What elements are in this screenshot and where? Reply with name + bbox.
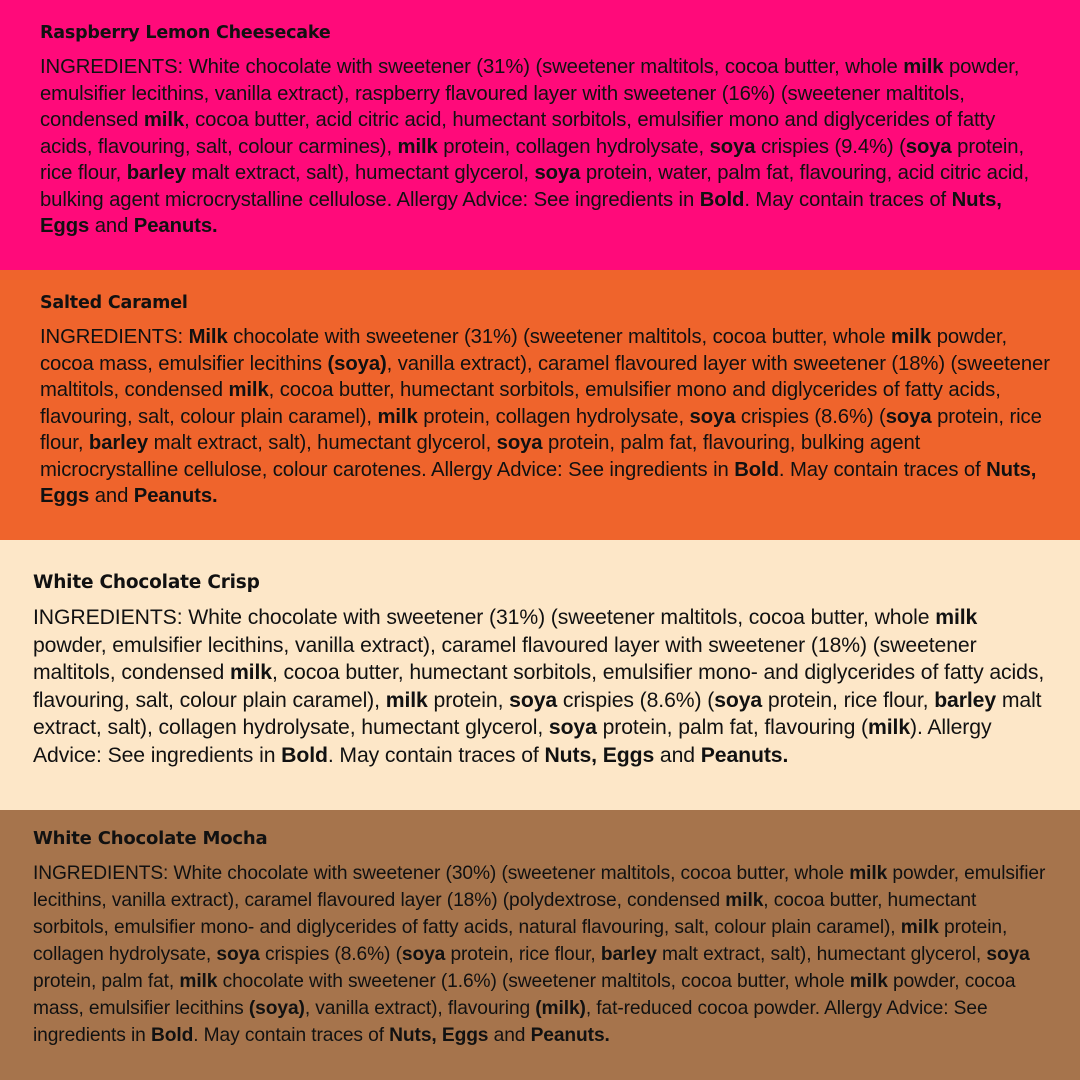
ingredient-text: . May contain traces of	[327, 743, 545, 767]
allergen-bold-text: Bold	[699, 188, 745, 211]
ingredient-text: , cocoa butter, acid citric acid, humectant sorbitols, emulsifier mono and diglycerides of fatty acids, flavouring, salt, colour carmines),	[40, 109, 996, 158]
ingredient-text: protein, rice flour,	[762, 688, 935, 712]
allergen-bold-text: milk	[228, 379, 269, 401]
allergen-bold-text: milk	[377, 405, 418, 428]
allergen-bold-text: milk	[903, 56, 944, 78]
allergen-bold-text: milk	[179, 971, 218, 992]
allergen-bold-text: milk	[890, 326, 932, 348]
ingredient-text: , fat-reduced cocoa powder. Allergy Advice: See ingredients in	[33, 998, 988, 1046]
ingredient-text: crispies (8.6%) (	[735, 405, 886, 428]
allergen-bold-text: soya	[714, 688, 763, 712]
ingredient-text: malt extract, salt), humectant glycerol,	[148, 432, 497, 454]
ingredient-text: protein, palm fat, flavouring (	[596, 716, 869, 739]
allergen-bold-text: milk	[143, 109, 185, 131]
ingredient-text: chocolate with sweetener (1.6%) (sweetener maltitols, cocoa butter, whole	[217, 971, 850, 992]
ingredients-text	[40, 324, 1050, 510]
ingredient-text: powder, cocoa mass, emulsifier lecithins	[40, 326, 1008, 375]
ingredient-text: , cocoa butter, humectant sorbitols, emulsifier mono- and diglycerides of fatty acids, flavouring, salt, colour plain caramel),	[33, 661, 1045, 712]
ingredient-text: , cocoa butter, humectant sorbitols, emulsifier mono and diglycerides of fatty acids, flavouring, salt, colour plain caramel),	[40, 379, 1001, 428]
product-title: Raspberry Lemon Cheesecake	[40, 23, 331, 43]
ingredients-text	[33, 860, 1050, 1049]
allergen-bold-text: Nuts, Eggs	[544, 743, 655, 767]
ingredient-text: malt extract, salt), humectant glycerol,	[656, 944, 987, 965]
allergen-bold-text: (soya)	[248, 998, 305, 1019]
product-title: White Chocolate Mocha	[33, 828, 268, 849]
ingredient-text: . May contain traces of	[778, 458, 987, 481]
ingredient-text: powder, emulsifier lecithins, vanilla extract), caramel flavoured layer with sweetener (18%) (sweetener maltitols, condensed	[33, 633, 977, 684]
ingredient-text: crispies (8.6%) (	[557, 688, 715, 712]
ingredient-text: protein, palm fat,	[33, 971, 180, 992]
ingredient-text: protein, rice flour,	[40, 405, 1042, 454]
product-title: White Chocolate Crisp	[33, 572, 260, 593]
allergen-bold-text: barley	[88, 432, 149, 454]
ingredient-text: protein,	[427, 688, 510, 712]
allergen-bold-text: soya	[885, 405, 932, 428]
ingredient-text: and	[89, 215, 134, 237]
ingredient-text: ). Allergy Advice: See ingredients in	[33, 716, 992, 767]
allergen-bold-text: Peanuts.	[133, 215, 218, 237]
allergen-bold-text: soya	[509, 688, 558, 712]
ingredient-text: INGREDIENTS: White chocolate with sweetener (31%) (sweetener maltitols, cocoa butter, whole	[33, 606, 936, 629]
ingredient-text: , vanilla extract), caramel flavoured layer with sweetener (18%) (sweetener maltitols, condensed	[40, 352, 1050, 401]
allergen-bold-text: soya	[709, 135, 756, 158]
panel-white-chocolate-mocha	[0, 810, 1080, 1080]
allergen-bold-text: soya	[905, 135, 952, 158]
ingredient-text: INGREDIENTS: White chocolate with sweetener (30%) (sweetener maltitols, cocoa butter, whole	[33, 863, 850, 884]
ingredients-text	[33, 604, 1050, 769]
ingredient-text: protein, collagen hydrolysate,	[437, 135, 710, 158]
ingredient-text: and	[89, 485, 134, 507]
allergen-bold-text: milk	[229, 661, 272, 684]
ingredient-text: , vanilla extract), flavouring	[304, 998, 536, 1019]
panel-salted-caramel	[0, 270, 1080, 540]
panel-raspberry-lemon-cheesecake	[0, 0, 1080, 270]
ingredients-text	[40, 54, 1050, 240]
ingredient-text: and	[488, 1025, 531, 1046]
ingredient-text: protein, collagen hydrolysate,	[417, 405, 690, 428]
allergen-bold-text: Nuts, Eggs	[40, 458, 1037, 507]
allergen-bold-text: soya	[401, 944, 446, 965]
ingredient-text: crispies (9.4%) (	[755, 135, 906, 158]
allergen-bold-text: (milk)	[535, 998, 586, 1019]
ingredient-text: powder, emulsifier lecithins, vanilla extract), raspberry flavoured layer with sweetener (16%) (sweetener maltitols, condensed	[40, 56, 1020, 131]
allergen-bold-text: milk	[849, 863, 888, 884]
allergen-bold-text: Peanuts.	[133, 485, 218, 507]
allergen-bold-text: milk	[725, 890, 764, 911]
ingredient-text: protein, palm fat, flavouring, bulking agent microcrystalline cellulose, colour carotenes. Allergy Advice: See ingredients in	[40, 432, 921, 481]
product-title: Salted Caramel	[40, 293, 188, 313]
allergen-bold-text: milk	[935, 606, 978, 629]
allergen-bold-text: barley	[934, 688, 997, 712]
ingredient-text: . May contain traces of	[193, 1025, 390, 1046]
allergen-bold-text: soya	[216, 944, 260, 965]
ingredient-text: , cocoa butter, humectant sorbitols, emulsifier mono- and diglycerides of fatty acids, natural flavouring, salt, colour plain caramel),	[33, 890, 977, 938]
panel-white-chocolate-crisp	[0, 540, 1080, 810]
allergen-bold-text: milk	[385, 688, 428, 712]
ingredient-text: protein, rice flour,	[445, 944, 601, 965]
ingredient-text: chocolate with sweetener (31%) (sweetener maltitols, cocoa butter, whole	[227, 326, 891, 348]
allergen-bold-text: milk	[849, 971, 888, 992]
ingredient-text: protein, water, palm fat, flavouring, acid citric acid, bulking agent microcrystalline cellulose. Allergy Advice: See ingredients in	[40, 162, 1029, 211]
ingredient-text: protein, rice flour,	[40, 135, 1024, 184]
allergen-bold-text: barley	[600, 944, 657, 965]
allergen-bold-text: (soya)	[327, 352, 387, 375]
allergen-bold-text: Peanuts.	[700, 743, 789, 767]
ingredient-text: . May contain traces of	[744, 188, 952, 211]
allergen-bold-text: soya	[548, 716, 597, 739]
ingredient-text: malt extract, salt), humectant glycerol,	[185, 162, 535, 184]
allergen-bold-text: milk	[868, 716, 911, 739]
allergen-bold-text: soya	[496, 432, 543, 454]
allergen-bold-text: soya	[534, 162, 581, 184]
allergen-bold-text: Milk	[188, 326, 228, 348]
allergen-bold-text: Bold	[150, 1025, 194, 1046]
allergen-bold-text: milk	[900, 917, 939, 938]
allergen-bold-text: Bold	[734, 458, 779, 481]
ingredient-text: powder, cocoa mass, emulsifier lecithins	[33, 971, 1016, 1019]
ingredient-text: powder, emulsifier lecithins, vanilla extract), caramel flavoured layer (18%) (polydextrose, condensed	[33, 863, 1046, 911]
allergen-bold-text: Peanuts.	[530, 1025, 610, 1046]
allergen-bold-text: Nuts, Eggs	[40, 188, 1002, 237]
ingredient-text: malt extract, salt), collagen hydrolysate, humectant glycerol,	[33, 688, 1042, 739]
allergen-bold-text: barley	[126, 162, 186, 184]
ingredient-text: and	[654, 743, 701, 767]
ingredient-text: INGREDIENTS:	[40, 326, 189, 348]
allergen-bold-text: milk	[397, 135, 438, 158]
allergen-bold-text: soya	[986, 944, 1030, 965]
ingredient-text: INGREDIENTS: White chocolate with sweetener (31%) (sweetener maltitols, cocoa butter, whole	[40, 56, 904, 78]
allergen-bold-text: Bold	[281, 743, 328, 767]
allergen-bold-text: soya	[689, 405, 736, 428]
ingredient-text: crispies (8.6%) (	[259, 944, 402, 965]
allergen-bold-text: Nuts, Eggs	[389, 1025, 489, 1046]
ingredient-text: protein, collagen hydrolysate,	[33, 917, 1008, 965]
